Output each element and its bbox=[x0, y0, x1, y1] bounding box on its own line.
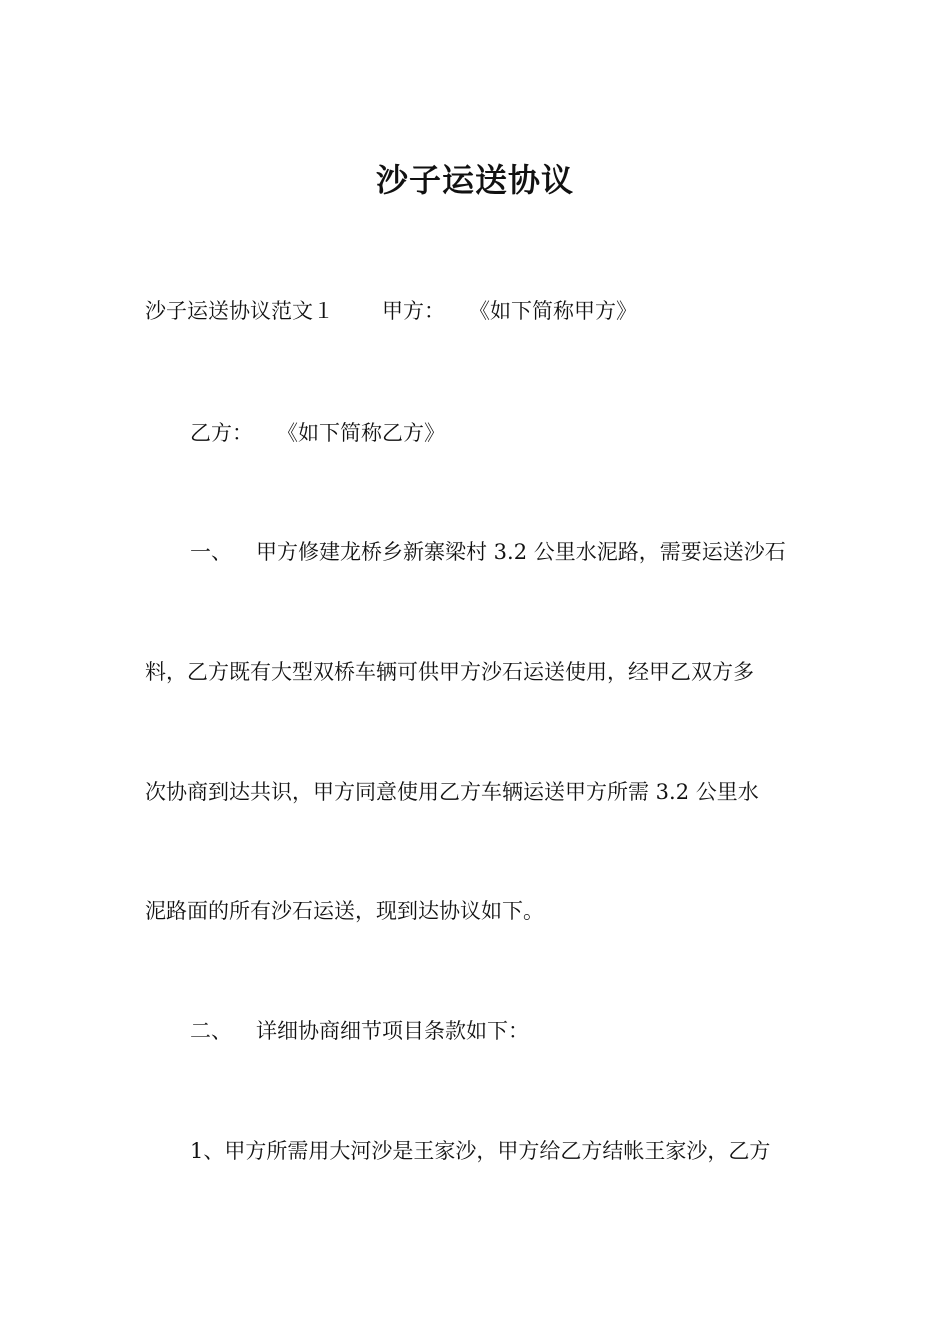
section2-text: 详细协商细节项目条款如下： bbox=[256, 1019, 529, 1043]
party-b-label: 乙方： bbox=[190, 421, 253, 445]
party-b-value: 《如下简称乙方》 bbox=[277, 421, 445, 445]
section1-line1 bbox=[190, 537, 786, 567]
section2-line bbox=[190, 1016, 529, 1046]
intro-line bbox=[145, 296, 637, 326]
section1-line3: 次协商到达共识，甲方同意使用乙方车辆运送甲方所需 3.2 公里水 bbox=[145, 780, 759, 804]
section1-number: 一、 bbox=[190, 540, 232, 564]
document-title: 沙子运送协议 bbox=[375, 161, 574, 199]
party-b-line bbox=[190, 418, 445, 448]
section1-text-line1: 甲方修建龙桥乡新寨梁村 3.2 公里水泥路，需要运送沙石 bbox=[256, 540, 786, 564]
party-a-value: 《如下简称甲方》 bbox=[469, 299, 637, 323]
section1-line4: 泥路面的所有沙石运送，现到达协议如下。 bbox=[145, 899, 544, 923]
party-a-label: 甲方： bbox=[382, 299, 445, 323]
item1-line1: 1、甲方所需用大河沙是王家沙，甲方给乙方结帐王家沙，乙方 bbox=[190, 1139, 771, 1163]
section1-line2: 料，乙方既有大型双桥车辆可供甲方沙石运送使用，经甲乙双方多 bbox=[145, 660, 754, 684]
intro-label: 沙子运送协议范文１ bbox=[145, 299, 334, 323]
section2-number: 二、 bbox=[190, 1019, 232, 1043]
